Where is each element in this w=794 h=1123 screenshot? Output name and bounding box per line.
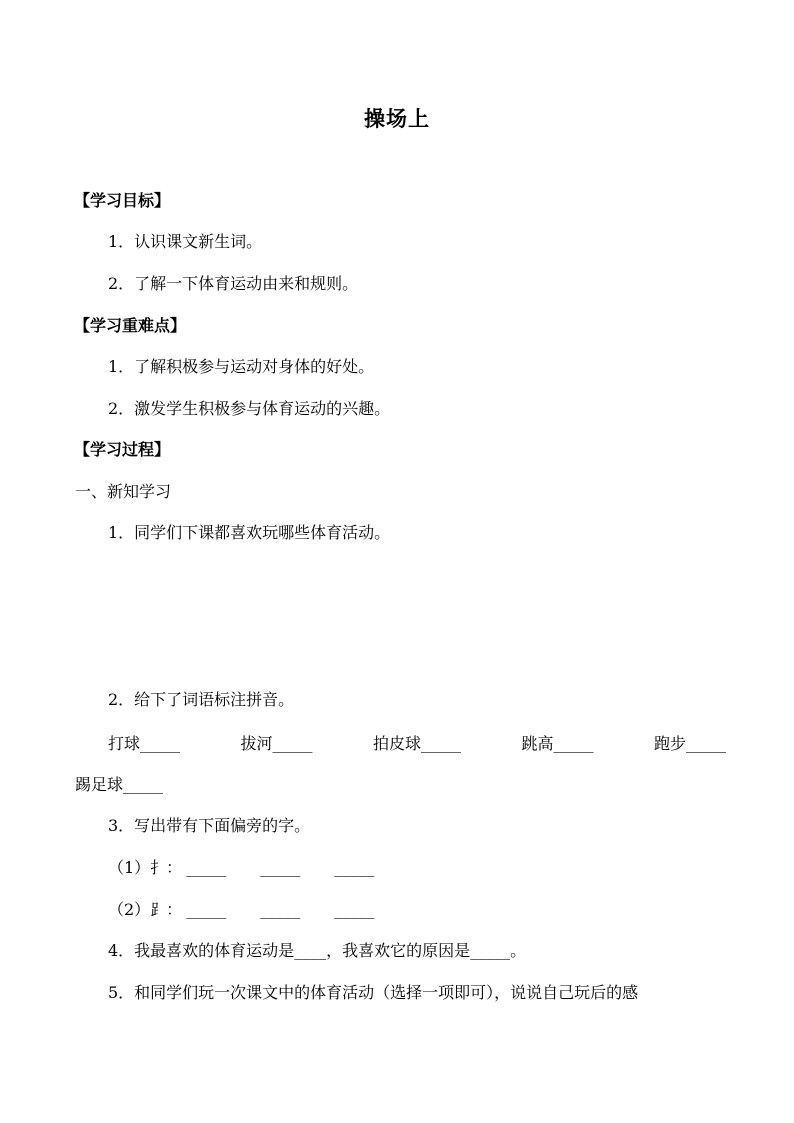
pinyin-word: 打球_____ (108, 734, 181, 753)
answer-blank: _____ (260, 858, 301, 877)
radical-row-1 (108, 858, 374, 878)
question-3: 3．写出带有下面偏旁的字。 (108, 816, 311, 835)
answer-blank: _____ (186, 900, 227, 919)
key-point-item-1: 1．了解积极参与运动对身体的好处。 (108, 357, 375, 376)
answer-blank: _____ (260, 900, 301, 919)
radical-label: （1）扌： (108, 858, 183, 877)
answer-blank: _____ (186, 858, 227, 877)
new-knowledge-heading: 一、新知学习 (75, 482, 172, 501)
pinyin-word: 拍皮球_____ (372, 734, 461, 753)
radical-row-2 (108, 900, 374, 920)
process-heading: 【学习过程】 (74, 440, 171, 459)
question-4: 4．我最喜欢的体育运动是____，我喜欢它的原因是_____。 (108, 941, 527, 960)
key-point-item-2: 2．激发学生积极参与体育运动的兴趣。 (108, 399, 391, 418)
question-1: 1．同学们下课都喜欢玩哪些体育活动。 (108, 523, 391, 542)
pinyin-word: 跳高_____ (521, 734, 594, 753)
pinyin-word: 跑步_____ (653, 734, 726, 753)
question-5: 5．和同学们玩一次课文中的体育活动（选择一项即可），说说自己玩后的感 (108, 983, 639, 1002)
key-points-heading: 【学习重难点】 (74, 316, 187, 335)
objectives-heading: 【学习目标】 (74, 191, 171, 210)
pinyin-word: 踢足球_____ (75, 775, 164, 794)
pinyin-word: 拔河_____ (240, 734, 313, 753)
radical-label: （2）⻊： (108, 900, 183, 919)
page-title: 操场上 (364, 106, 430, 131)
objective-item-1: 1．认识课文新生词。 (108, 232, 263, 251)
answer-blank: _____ (334, 858, 375, 877)
question-2: 2．给下了词语标注拼音。 (108, 690, 295, 709)
answer-blank: _____ (334, 900, 375, 919)
pinyin-word-row (108, 734, 726, 754)
objective-item-2: 2．了解一下体育运动由来和规则。 (108, 274, 359, 293)
